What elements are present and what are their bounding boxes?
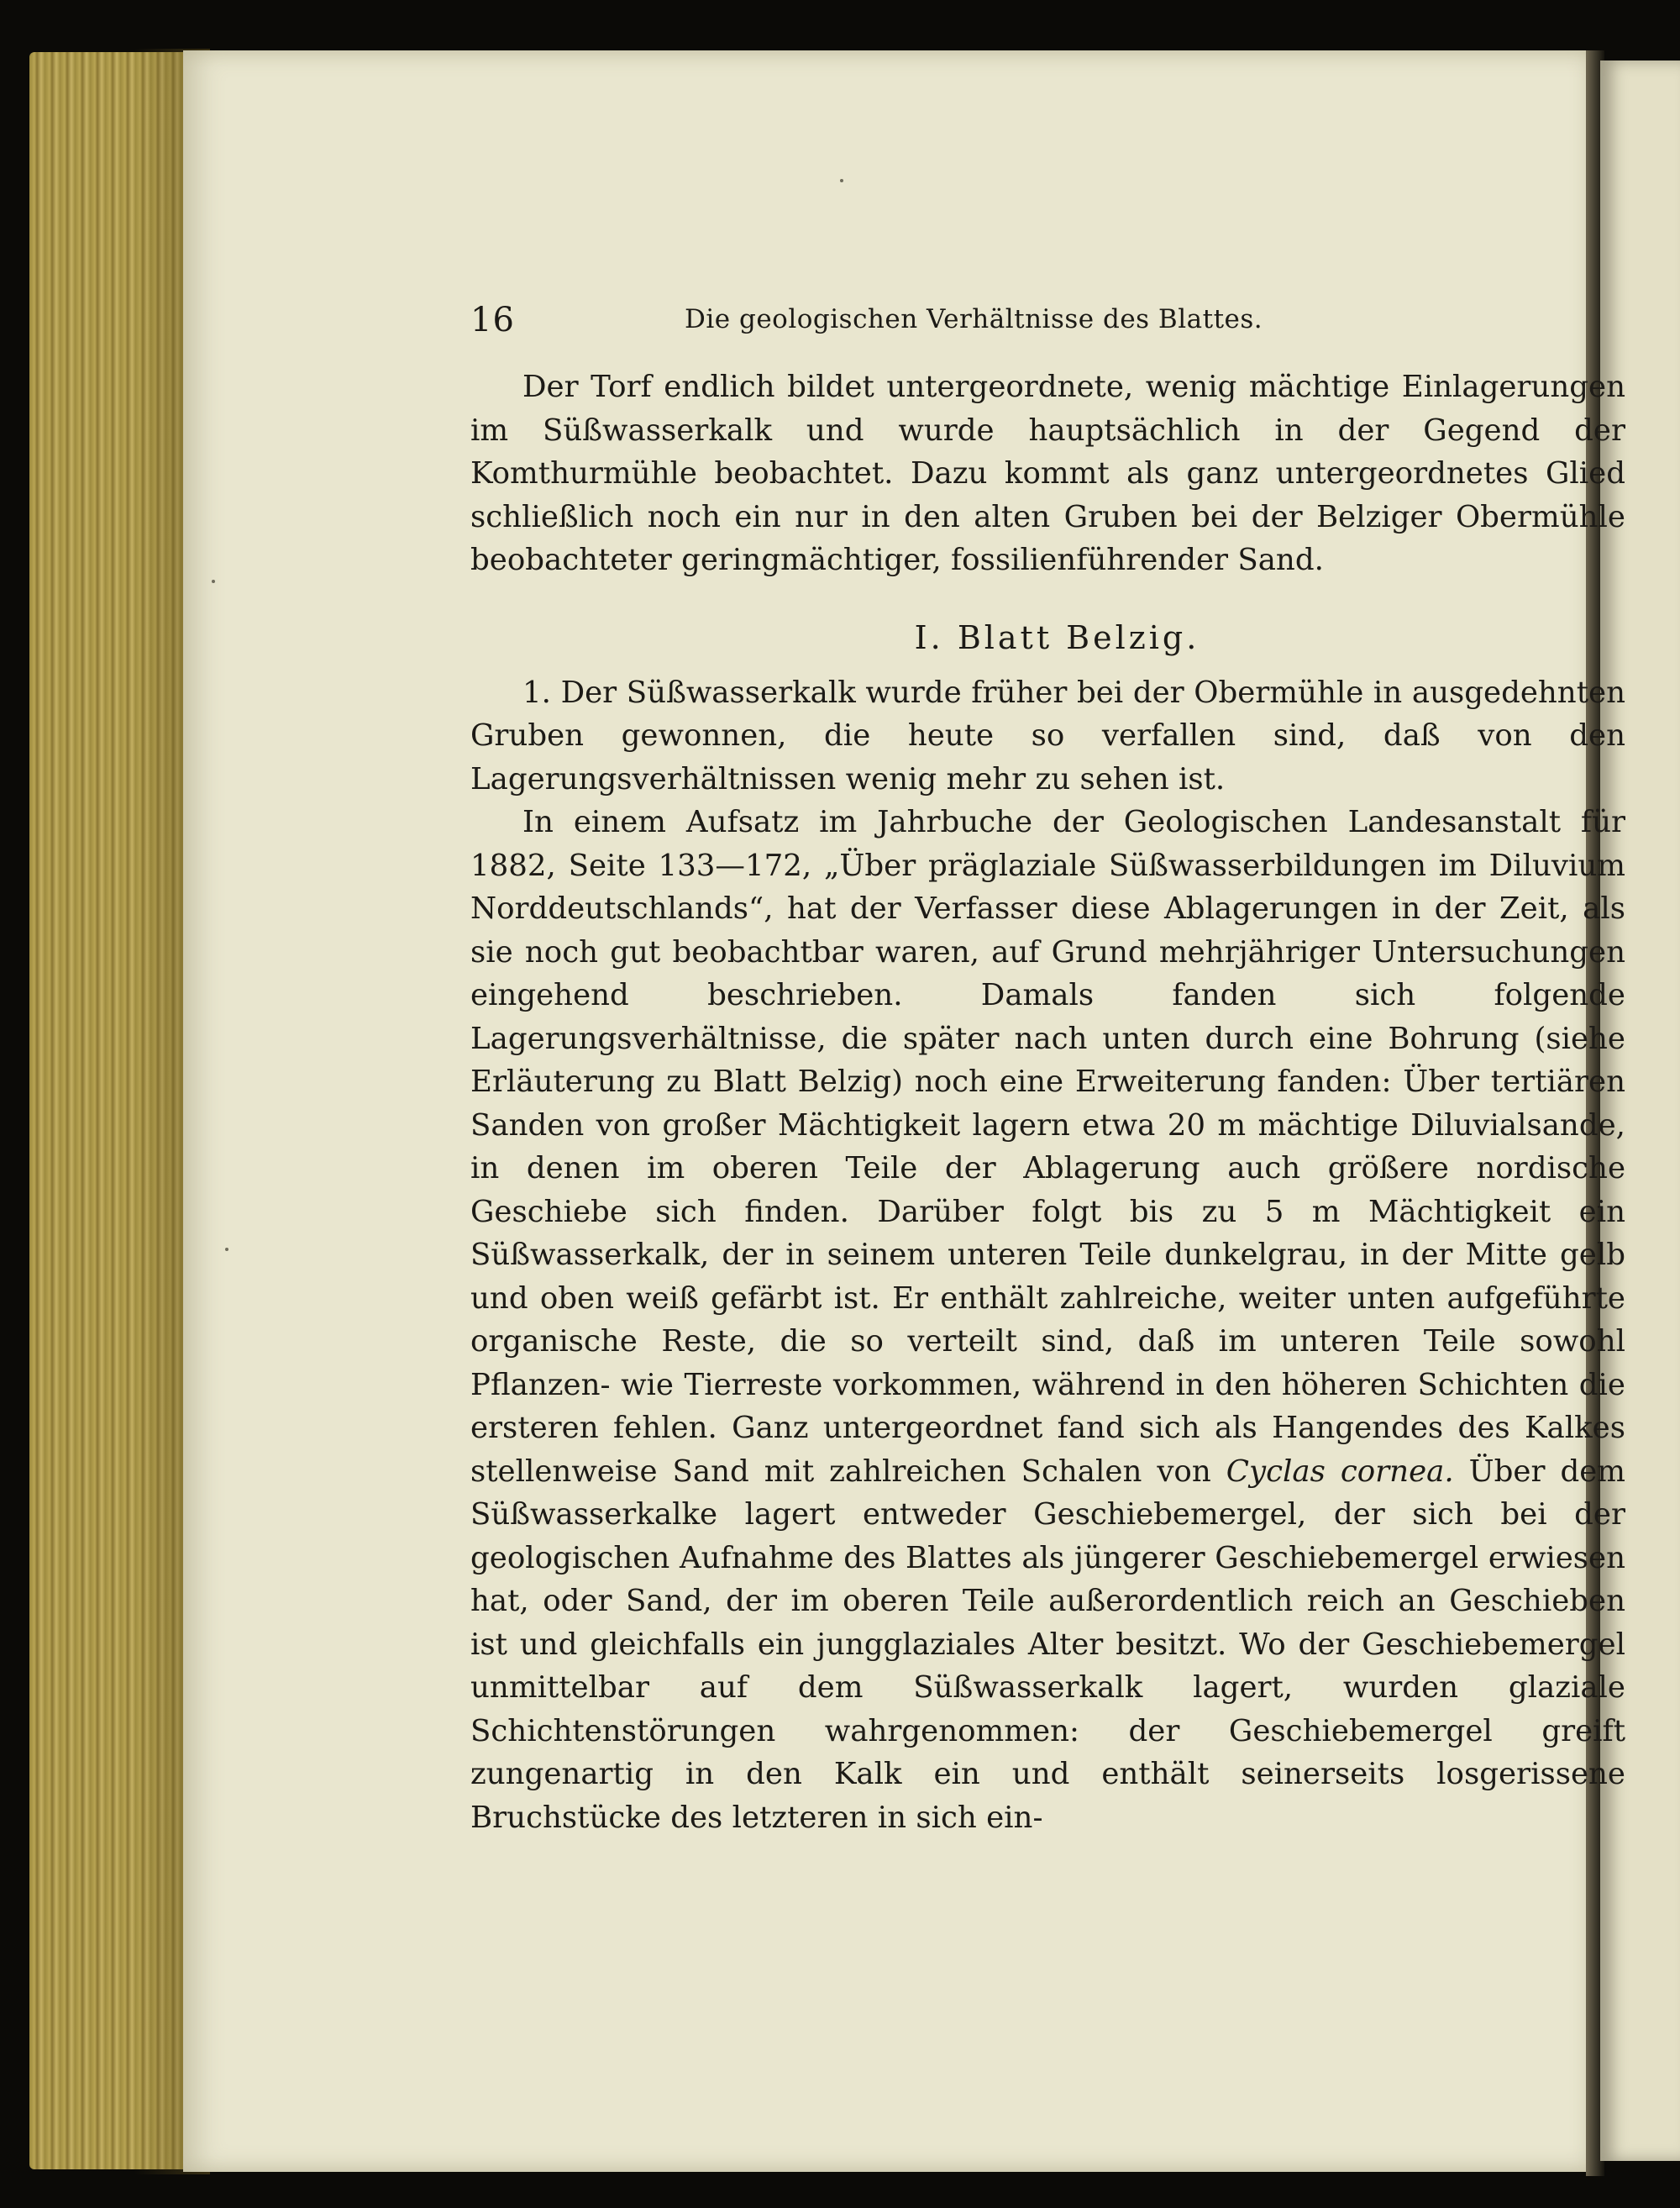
paragraph-aufsatz-text-1: In einem Aufsatz im Jahrbuche der Geologischen Landesanstalt für 1882, Seite 133—172, „Über präglaziale Süßwasserbildungen im Diluvium Norddeutschlands“, hat der Verfasser diese Ablagerungen in der Zeit, als sie noch gut beobachtbar waren, auf Grund mehrjähriger Untersuchungen eingehend beschrieben. Damals fanden sich folgende Lagerungsverhältnisse, die später nach unten durch eine Bohrung (siehe Erläuterung zu Blatt Belzig) noch eine Erweiterung fanden: Über tertiären Sanden von großer Mächtigkeit lagern etwa 20 m mächtige Diluvialsande, in denen im oberen Teile der Ablagerung auch größere nordische Geschiebe sich finden. Darüber folgt bis zu 5 m Mächtigkeit ein Süßwasserkalk, der in seinem unteren Teile dunkelgrau, in der Mitte gelb und oben weiß gefärbt ist. Er enthält zahlreiche, weiter unten aufgeführte organische Reste, die so verteilt sind, daß im unteren Teile sowohl Pflanzen- wie Tierreste vorkommen, während in den höheren Schichten die ersteren fehlen. Ganz untergeordnet fand sich als Hangendes des Kalkes stellenweise Sand mit zahlreichen Schalen von bbox=[470, 805, 1625, 1489]
paragraph-suesswasserkalk: 1. Der Süßwasserkalk wurde früher bei der Obermühle in ausgedehnten Gruben gewonnen, die heute so verfallen sind, daß von den Lagerungsverhältnissen wenig mehr zu sehen ist. bbox=[470, 675, 1625, 796]
species-name: Cyclas cornea. bbox=[1226, 1454, 1454, 1489]
paper-speck bbox=[840, 179, 843, 182]
paragraph-aufsatz bbox=[470, 801, 1625, 1839]
section-heading: I. Blatt Belzig. bbox=[914, 618, 1200, 656]
paper-speck bbox=[212, 580, 215, 583]
paragraph-torf: Der Torf endlich bildet untergeordnete, wenig mächtige Einlagerungen im Süßwasserkalk und wurde hauptsächlich in der Gegend der Komthurmühle beobachtet. Dazu kommt als ganz untergeordnetes Glied schließlich noch ein nur in den alten Gruben bei der Belziger Obermühle beobachteter geringmächtiger, fossilienführender Sand. bbox=[470, 370, 1625, 577]
running-head-title: Die geologischen Verhältnisse des Blattes. bbox=[685, 304, 1263, 334]
running-head bbox=[470, 292, 1630, 343]
paragraph-aufsatz-text-2: Über dem Süßwasserkalke lagert entweder Geschiebemergel, der sich bei der geologischen Aufnahme des Blattes als jüngerer Geschiebemergel erwiesen hat, oder Sand, der im oberen Teile außerordentlich reich an Geschieben ist und gleichfalls ein jungglaziales Alter besitzt. Wo der Geschiebemergel unmittelbar auf dem Süßwasserkalk lagert, wurden glaziale Schichtenstörungen wahrgenommen: der Geschiebemergel greift zungenartig in den Kalk ein und enthält seinerseits losgerissene Bruchstücke des letzteren in sich ein- bbox=[470, 1454, 1626, 1835]
page-body bbox=[470, 365, 1625, 1839]
paper-speck bbox=[225, 1248, 228, 1251]
page-number: 16 bbox=[470, 301, 515, 339]
